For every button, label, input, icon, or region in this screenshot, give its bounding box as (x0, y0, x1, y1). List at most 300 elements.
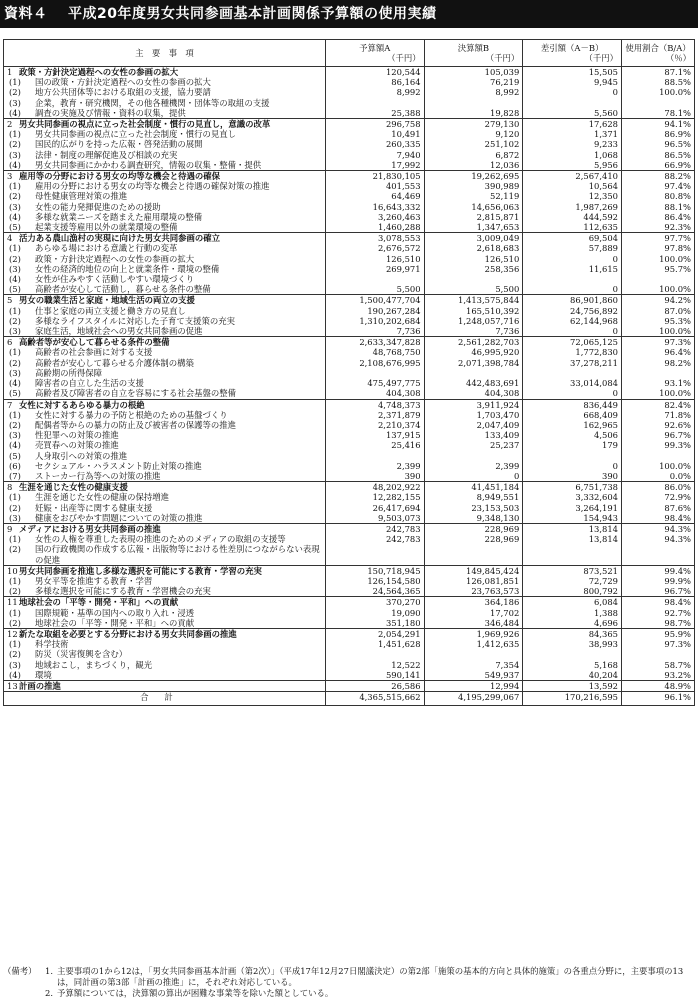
rate-cell: 100.0% (622, 461, 695, 471)
item-cell (4, 471, 326, 482)
budget-cell: 269,971 (325, 264, 424, 274)
diff-cell: 154,943 (523, 513, 622, 524)
settled-cell: 25,237 (424, 440, 523, 450)
item-number: (2) (9, 191, 21, 202)
item-row (4, 639, 695, 649)
section-number: 2 (7, 119, 13, 130)
diff-cell: 112,635 (523, 222, 622, 233)
budget-cell: 21,830,105 (325, 171, 424, 182)
section-number: 10 (7, 565, 18, 576)
section-row (4, 565, 695, 576)
item-cell (4, 171, 326, 182)
item-label: 国の政策・方針決定過程への女性の参画の拡大 (35, 77, 211, 88)
item-row (4, 212, 695, 222)
budget-cell: 12,282,155 (325, 492, 424, 502)
col-header-rate: 使用割合（B/A） （％） (622, 40, 695, 67)
item-label: 女性に対する暴力の予防と根絶のための基盤づくり (35, 409, 228, 420)
item-number: (2) (9, 649, 21, 660)
settled-cell (424, 649, 523, 659)
budget-cell (325, 544, 424, 565)
item-label: 女性が住みやすく活動しやすい環境づくり (35, 274, 195, 285)
item-label: 国の行政機関の作成する広報・出版物等における性差別につながらない表現の促進 (35, 544, 320, 565)
item-cell (4, 513, 326, 524)
item-cell (4, 576, 326, 586)
budget-table (3, 39, 695, 706)
diff-cell: 1,068 (523, 150, 622, 160)
settled-cell: 442,483,691 (424, 378, 523, 388)
settled-cell (424, 368, 523, 378)
item-cell (4, 254, 326, 264)
item-cell (4, 670, 326, 681)
budget-cell: 64,469 (325, 191, 424, 201)
item-row (4, 368, 695, 378)
diff-cell: 9,945 (523, 77, 622, 87)
item-label: 女性の経済的地位の向上と就業条件・環境の整備 (35, 263, 220, 274)
budget-cell: 404,308 (325, 388, 424, 399)
item-row (4, 388, 695, 399)
settled-cell: 12,036 (424, 160, 523, 171)
settled-cell: 14,656,063 (424, 202, 523, 212)
settled-cell: 76,219 (424, 77, 523, 87)
total-label: 合計 (4, 692, 326, 706)
settled-cell: 3,009,049 (424, 233, 523, 244)
settled-cell: 8,949,551 (424, 492, 523, 502)
settled-cell: 3,911,924 (424, 399, 523, 410)
item-number: (1) (9, 347, 21, 358)
rate-cell: 92.3% (622, 222, 695, 233)
settled-cell: 7,736 (424, 326, 523, 337)
rate-cell: 94.1% (622, 119, 695, 130)
item-row (4, 430, 695, 440)
diff-cell: 37,278,211 (523, 358, 622, 368)
item-number: (3) (9, 512, 21, 523)
budget-cell: 2,633,347,828 (325, 337, 424, 348)
item-label: 高齢者が安心して活動し，暮らせる条件の整備 (35, 284, 211, 295)
diff-cell: 57,889 (523, 243, 622, 253)
rate-cell: 94.3% (622, 523, 695, 534)
rate-cell (622, 368, 695, 378)
section-label: 男女の職業生活と家庭・地域生活の両立の支援 (19, 295, 195, 306)
col-header-diff: 差引額（A－B） （千円） (523, 40, 622, 67)
rate-cell: 95.7% (622, 264, 695, 274)
item-number: (5) (9, 450, 21, 461)
settled-cell: 2,399 (424, 461, 523, 471)
rate-cell: 96.7% (622, 430, 695, 440)
item-row (4, 274, 695, 284)
rate-cell: 88.2% (622, 171, 695, 182)
settled-cell: 19,828 (424, 108, 523, 119)
total-row (4, 692, 695, 706)
settled-cell: 105,039 (424, 67, 523, 78)
item-cell (4, 482, 326, 493)
section-number: 5 (7, 295, 13, 306)
section-label: 男女共同参画を推進し多様な選択を可能にする教育・学習の充実 (19, 565, 262, 576)
budget-cell: 401,553 (325, 181, 424, 191)
rate-cell (622, 98, 695, 108)
rate-cell: 71.8% (622, 410, 695, 420)
item-label: 生涯を通じた女性の健康の保持増進 (35, 492, 169, 503)
settled-cell (424, 451, 523, 461)
item-number: (4) (9, 440, 21, 451)
diff-cell (523, 451, 622, 461)
section-row (4, 295, 695, 306)
item-label: 女性の能力発揮促進のための援助 (35, 201, 161, 212)
note-number: 1. (45, 966, 53, 976)
settled-cell: 2,071,398,784 (424, 358, 523, 368)
rate-cell: 96.7% (622, 586, 695, 597)
section-row (4, 597, 695, 608)
item-cell (4, 202, 326, 212)
budget-cell: 8,992 (325, 87, 424, 97)
section-label: 男女共同参画の視点に立った社会制度・慣行の見直し，意識の改革 (19, 119, 271, 130)
settled-cell (424, 544, 523, 565)
settled-cell: 1,248,057,716 (424, 316, 523, 326)
item-row (4, 503, 695, 513)
item-number: (2) (9, 502, 21, 513)
item-number: (2) (9, 586, 21, 597)
section-row (4, 67, 695, 78)
item-label: 地方公共団体等における取組の支援，協力要請 (35, 87, 211, 98)
diff-cell: 5,956 (523, 160, 622, 171)
title-bar (0, 0, 698, 28)
rate-cell: 72.9% (622, 492, 695, 502)
diff-cell: 179 (523, 440, 622, 450)
budget-cell: 242,783 (325, 523, 424, 534)
diff-cell: 1,388 (523, 608, 622, 618)
rate-cell: 94.2% (622, 295, 695, 306)
item-cell (4, 337, 326, 348)
budget-cell: 16,643,332 (325, 202, 424, 212)
item-number: (2) (9, 315, 21, 326)
item-cell (4, 440, 326, 450)
budget-cell: 390 (325, 471, 424, 482)
item-cell (4, 410, 326, 420)
settled-cell: 133,409 (424, 430, 523, 440)
rate-cell: 87.0% (622, 306, 695, 316)
item-row (4, 440, 695, 450)
budget-cell: 296,758 (325, 119, 424, 130)
item-cell (4, 160, 326, 171)
budget-cell: 7,736 (325, 326, 424, 337)
rate-cell: 66.9% (622, 160, 695, 171)
item-number: (1) (9, 243, 21, 254)
settled-cell: 126,081,851 (424, 576, 523, 586)
item-cell (4, 368, 326, 378)
item-row (4, 108, 695, 119)
diff-cell: 0 (523, 461, 622, 471)
item-number: (1) (9, 534, 21, 545)
rate-cell: 96.5% (622, 139, 695, 149)
section-number: 8 (7, 482, 13, 493)
item-number: (3) (9, 326, 21, 337)
col-header-settled: 決算額B （千円） (424, 40, 523, 67)
diff-cell: 668,409 (523, 410, 622, 420)
budget-cell: 137,915 (325, 430, 424, 440)
settled-cell: 7,354 (424, 660, 523, 670)
diff-cell: 13,814 (523, 523, 622, 534)
item-row (4, 534, 695, 544)
budget-cell: 1,451,628 (325, 639, 424, 649)
item-row (4, 264, 695, 274)
rate-cell: 96.4% (622, 347, 695, 357)
settled-cell: 8,992 (424, 87, 523, 97)
item-number: (1) (9, 181, 21, 192)
budget-cell: 2,108,676,995 (325, 358, 424, 368)
rate-cell: 92.6% (622, 420, 695, 430)
diff-cell: 800,792 (523, 586, 622, 597)
settled-cell: 41,451,184 (424, 482, 523, 493)
item-row (4, 420, 695, 430)
item-label: 多様なライフスタイルに対応した子育て支援策の充実 (35, 315, 235, 326)
item-row (4, 191, 695, 201)
budget-cell: 19,090 (325, 608, 424, 618)
settled-cell: 2,561,282,703 (424, 337, 523, 348)
item-row (4, 326, 695, 337)
rate-cell: 99.4% (622, 565, 695, 576)
rate-cell: 87.6% (622, 503, 695, 513)
item-cell (4, 461, 326, 471)
section-label: 計画の推進 (19, 680, 61, 691)
settled-cell: 346,484 (424, 618, 523, 629)
budget-cell (325, 274, 424, 284)
section-label: 生涯を通じた女性の健康支援 (19, 482, 128, 493)
item-cell (4, 98, 326, 108)
budget-cell: 48,768,750 (325, 347, 424, 357)
rate-cell: 100.0% (622, 388, 695, 399)
budget-cell: 25,388 (325, 108, 424, 119)
rate-cell: 86.9% (622, 129, 695, 139)
item-number: (3) (9, 263, 21, 274)
item-number: (4) (9, 274, 21, 285)
item-number: (3) (9, 201, 21, 212)
diff-cell: 6,084 (523, 597, 622, 608)
budget-cell: 7,940 (325, 150, 424, 160)
item-row (4, 608, 695, 618)
item-number: (1) (9, 129, 21, 140)
item-number: (2) (9, 253, 21, 264)
rate-cell: 78.1% (622, 108, 695, 119)
item-label: 雇用の分野における男女の均等な機会と待遇の確保対策の推進 (35, 181, 270, 192)
diff-cell: 12,350 (523, 191, 622, 201)
item-row (4, 586, 695, 597)
col-header-item: 主 要 事 項 (4, 40, 326, 67)
budget-cell: 17,992 (325, 160, 424, 171)
item-cell (4, 77, 326, 87)
item-label: 障害者の自立した生活の支援 (35, 378, 144, 389)
item-cell (4, 295, 326, 306)
item-cell (4, 660, 326, 670)
note-text: 予算額については，決算額の算出が困難な事業等を除いた額としている。 (57, 988, 334, 998)
item-number: (4) (9, 107, 21, 118)
item-cell (4, 222, 326, 233)
section-number: 12 (7, 628, 18, 639)
item-label: あらゆる場における意識と行動の変革 (35, 243, 178, 254)
item-label: セクシュアル・ハラスメント防止対策の推進 (35, 460, 202, 471)
section-number: 11 (7, 597, 18, 608)
settled-cell: 364,186 (424, 597, 523, 608)
item-number: (1) (9, 639, 21, 650)
item-number: (7) (9, 470, 21, 481)
item-row (4, 660, 695, 670)
item-row (4, 87, 695, 97)
section-row (4, 680, 695, 691)
diff-cell: 3,332,604 (523, 492, 622, 502)
diff-cell: 86,901,860 (523, 295, 622, 306)
item-label: 人身取引への対策の推進 (35, 450, 128, 461)
item-cell (4, 326, 326, 337)
note-text: 主要事項の1から12は，「男女共同参画基本計画（第2次）」（平成17年12月27日閣議決定）の第2部「施策の基本的方向と具体的施策」の各重点分野に，主要事項の13は，同計画の第3部「計画の推進」に，それぞれ対応している。 (57, 966, 684, 987)
item-number: (2) (9, 544, 21, 555)
item-cell (4, 523, 326, 534)
item-row (4, 254, 695, 264)
item-row (4, 461, 695, 471)
settled-cell (424, 98, 523, 108)
section-row (4, 628, 695, 639)
diff-cell: 5,168 (523, 660, 622, 670)
budget-cell: 1,310,202,684 (325, 316, 424, 326)
diff-cell: 5,560 (523, 108, 622, 119)
item-label: 科学技術 (35, 639, 69, 650)
section-label: 高齢者等が安心して暮らせる条件の整備 (19, 337, 170, 348)
rate-cell: 93.2% (622, 670, 695, 681)
item-number: (2) (9, 357, 21, 368)
rate-cell: 94.3% (622, 534, 695, 544)
rate-cell: 97.4% (622, 181, 695, 191)
budget-cell: 1,500,477,704 (325, 295, 424, 306)
settled-cell: 17,702 (424, 608, 523, 618)
section-number: 13 (7, 680, 18, 691)
budget-cell (325, 451, 424, 461)
table-header-row (4, 40, 695, 67)
item-row (4, 129, 695, 139)
item-cell (4, 347, 326, 357)
rate-cell: 95.9% (622, 628, 695, 639)
section-number: 9 (7, 523, 13, 534)
section-row (4, 482, 695, 493)
item-cell (4, 399, 326, 410)
budget-cell: 120,544 (325, 67, 424, 78)
section-label: メディアにおける男女共同参画の推進 (19, 523, 161, 534)
rate-cell: 86.5% (622, 150, 695, 160)
diff-cell: 1,987,269 (523, 202, 622, 212)
budget-cell: 5,500 (325, 284, 424, 295)
item-cell (4, 430, 326, 440)
item-cell (4, 565, 326, 576)
diff-cell: 6,751,738 (523, 482, 622, 493)
item-cell (4, 680, 326, 691)
item-row (4, 347, 695, 357)
item-label: 高齢者が安心して暮らせる介護体制の構築 (35, 357, 194, 368)
diff-cell: 72,065,125 (523, 337, 622, 348)
item-number: (1) (9, 305, 21, 316)
budget-cell: 475,497,775 (325, 378, 424, 388)
rate-cell: 97.8% (622, 243, 695, 253)
item-label: 健康をおびやかす問題についての対策の推進 (35, 512, 203, 523)
settled-cell: 1,413,575,844 (424, 295, 523, 306)
item-label: 高齢期の所得保障 (35, 367, 102, 378)
settled-cell: 52,119 (424, 191, 523, 201)
item-cell (4, 608, 326, 618)
item-label: 高齢者及び障害者の自立を容易にする社会基盤の整備 (35, 388, 236, 399)
item-cell (4, 618, 326, 629)
item-row (4, 576, 695, 586)
rate-cell: 87.1% (622, 67, 695, 78)
rate-cell: 86.4% (622, 212, 695, 222)
item-row (4, 544, 695, 565)
item-number: (2) (9, 419, 21, 430)
rate-cell: 98.4% (622, 513, 695, 524)
settled-cell: 390,989 (424, 181, 523, 191)
item-row (4, 77, 695, 87)
item-row (4, 284, 695, 295)
budget-cell: 2,676,572 (325, 243, 424, 253)
item-row (4, 410, 695, 420)
item-cell (4, 67, 326, 78)
item-row (4, 160, 695, 171)
settled-cell: 279,130 (424, 119, 523, 130)
item-number: (1) (9, 409, 21, 420)
rate-cell: 100.0% (622, 87, 695, 97)
item-number: (3) (9, 659, 21, 670)
diff-cell: 1,772,830 (523, 347, 622, 357)
budget-cell: 12,522 (325, 660, 424, 670)
diff-cell: 62,144,968 (523, 316, 622, 326)
diff-cell: 4,696 (523, 618, 622, 629)
diff-cell: 0 (523, 87, 622, 97)
rate-cell (622, 451, 695, 461)
item-row (4, 243, 695, 253)
table-body (4, 67, 695, 692)
item-label: 売買春への対策の推進 (35, 440, 119, 451)
item-label: 妊娠・出産等に関する健康支援 (35, 502, 153, 513)
item-label: 配偶者等からの暴力の防止及び被害者の保護等の推進 (35, 419, 236, 430)
budget-cell: 2,371,879 (325, 410, 424, 420)
item-label: 女性の人権を尊重した表現の推進のためのメディアの取組の支援等 (35, 534, 286, 545)
diff-cell: 0 (523, 388, 622, 399)
item-row (4, 222, 695, 233)
item-label: 国民的広がりを持った広報・啓発活動の展開 (35, 139, 203, 150)
item-number: (5) (9, 284, 21, 295)
item-number: (2) (9, 139, 21, 150)
total-rate: 96.1% (622, 692, 695, 706)
rate-cell (622, 649, 695, 659)
diff-cell: 84,365 (523, 628, 622, 639)
diff-cell: 13,592 (523, 680, 622, 691)
rate-cell: 48.9% (622, 680, 695, 691)
item-cell (4, 492, 326, 502)
item-number: (1) (9, 575, 21, 586)
item-number: (2) (9, 87, 21, 98)
item-row (4, 306, 695, 316)
diff-cell: 69,504 (523, 233, 622, 244)
diff-cell: 1,371 (523, 129, 622, 139)
item-label: 地域おこし，まちづくり，観光 (35, 659, 153, 670)
budget-cell (325, 98, 424, 108)
item-cell (4, 264, 326, 274)
item-label: 環境 (35, 669, 52, 680)
section-number: 6 (7, 337, 13, 348)
diff-cell: 4,506 (523, 430, 622, 440)
budget-cell: 590,141 (325, 670, 424, 681)
item-cell (4, 284, 326, 295)
item-cell (4, 358, 326, 368)
settled-cell: 2,047,409 (424, 420, 523, 430)
section-row (4, 171, 695, 182)
settled-cell: 19,262,695 (424, 171, 523, 182)
settled-cell: 1,969,926 (424, 628, 523, 639)
settled-cell: 149,845,424 (424, 565, 523, 576)
diff-cell: 11,615 (523, 264, 622, 274)
